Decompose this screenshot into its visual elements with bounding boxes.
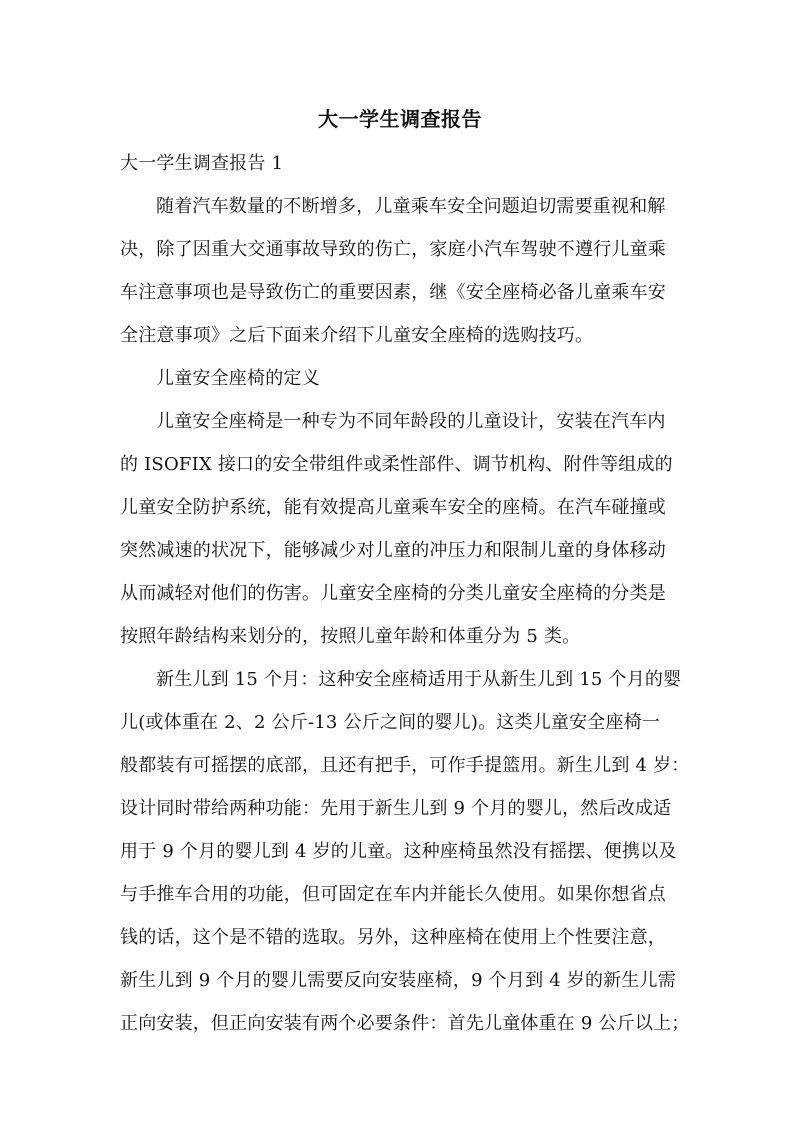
paragraph-3-line-4: 设计同时带给两种功能：先用于新生儿到 9 个月的婴儿，然后改成适: [120, 798, 672, 819]
paragraph-3-line-7: 钱的话，这个是不错的选取。另外，这种座椅在使用上个性要注意，: [120, 927, 666, 948]
paragraph-1-line-3: 车注意事项也是导致伤亡的重要因素，继《安全座椅必备儿童乘车安: [120, 282, 666, 303]
paragraph-1-line-1: 随着汽车数量的不断增多，儿童乘车安全问题迫切需要重视和解: [156, 196, 666, 217]
paragraph-2-line-4: 突然减速的状况下，能够减少对儿童的冲压力和限制儿童的身体移动: [120, 540, 666, 561]
paragraph-2-line-2: 的 ISOFIX 接口的安全带组件或柔性部件、调节机构、附件等组成的: [120, 454, 673, 475]
paragraph-3-line-5: 用于 9 个月的婴儿到 4 岁的儿童。这种座椅虽然没有摇摆、便携以及: [120, 841, 677, 862]
paragraph-2-line-6: 按照年龄结构来划分的，按照儿童年龄和体重分为 5 类。: [120, 626, 581, 647]
subheading-definition: 儿童安全座椅的定义: [156, 368, 320, 389]
document-title: 大一学生调查报告: [318, 107, 482, 131]
paragraph-2-line-5: 从而减轻对他们的伤害。儿童安全座椅的分类儿童安全座椅的分类是: [120, 583, 666, 604]
paragraph-1-line-2: 决，除了因重大交通事故导致的伤亡，家庭小汽车驾驶不遵行儿童乘: [120, 239, 666, 260]
paragraph-1-line-4: 全注意事项》之后下面来介绍下儿童安全座椅的选购技巧。: [120, 325, 594, 346]
paragraph-3-line-1: 新生儿到 15 个月：这种安全座椅适用于从新生儿到 15 个月的婴: [156, 669, 682, 690]
paragraph-3-line-2: 儿(或体重在 2、2 公斤-13 公斤之间的婴儿)。这类儿童安全座椅一: [120, 712, 661, 733]
paragraph-3-line-9: 正向安装，但正向安装有两个必要条件：首先儿童体重在 9 公斤以上；: [120, 1013, 690, 1034]
paragraph-3-line-6: 与手推车合用的功能，但可固定在车内并能长久使用。如果你想省点: [120, 884, 666, 905]
paragraph-2-line-3: 儿童安全防护系统，能有效提高儿童乘车安全的座椅。在汽车碰撞或: [120, 497, 666, 518]
paragraph-3-line-8: 新生儿到 9 个月的婴儿需要反向安装座椅，9 个月到 4 岁的新生儿需: [120, 970, 676, 991]
paragraph-2-line-1: 儿童安全座椅是一种专为不同年龄段的儿童设计，安装在汽车内: [156, 411, 666, 432]
paragraph-3-line-3: 般都装有可摇摆的底部，且还有把手，可作手提篮用。新生儿到 4 岁：: [120, 755, 690, 776]
section-heading: 大一学生调查报告 1: [120, 153, 284, 174]
